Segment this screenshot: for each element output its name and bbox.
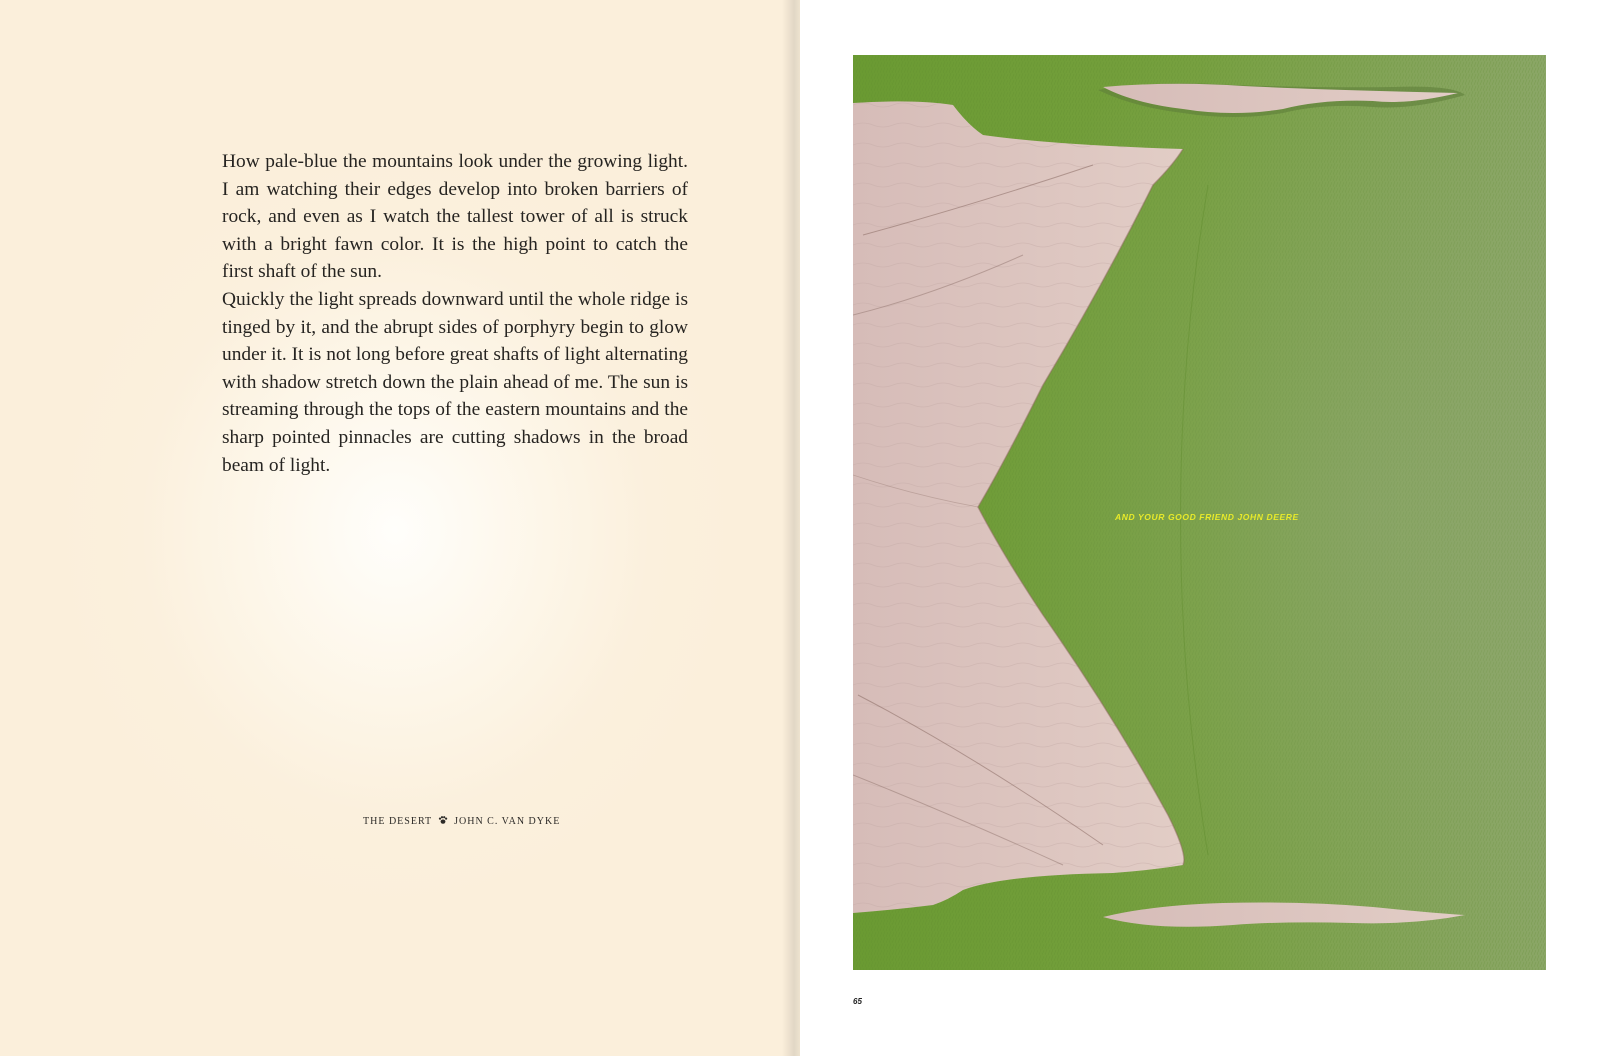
paw-print-icon — [438, 815, 448, 828]
author-name: JOHN C. VAN DYKE — [454, 816, 561, 827]
page-number: 65 — [853, 997, 862, 1006]
book-title: THE DESERT — [363, 816, 433, 827]
body-text — [222, 148, 688, 479]
paragraph-1: How pale-blue the mountains look under the growing light. I am watching their edges develop into broken barriers of rock, and even as I watch the tallest tower of all is struck with a bright fawn color. It is the high point to catch the first shaft of the sun. — [222, 151, 688, 283]
running-foot — [363, 815, 560, 828]
paragraph-2: Quickly the light spreads downward until the whole ridge is tinged by it, and the abrupt sides of porphyry begin to glow under it. It is not long before great shafts of light alternating with shadow stretch down the plain ahead of me. The sun is streaming through the tops of the eastern mountains and the sharp pointed pinnacles are cutting shadows in the broad beam of light. — [222, 288, 688, 476]
photo-caption: AND YOUR GOOD FRIEND JOHN DEERE — [1115, 512, 1299, 522]
